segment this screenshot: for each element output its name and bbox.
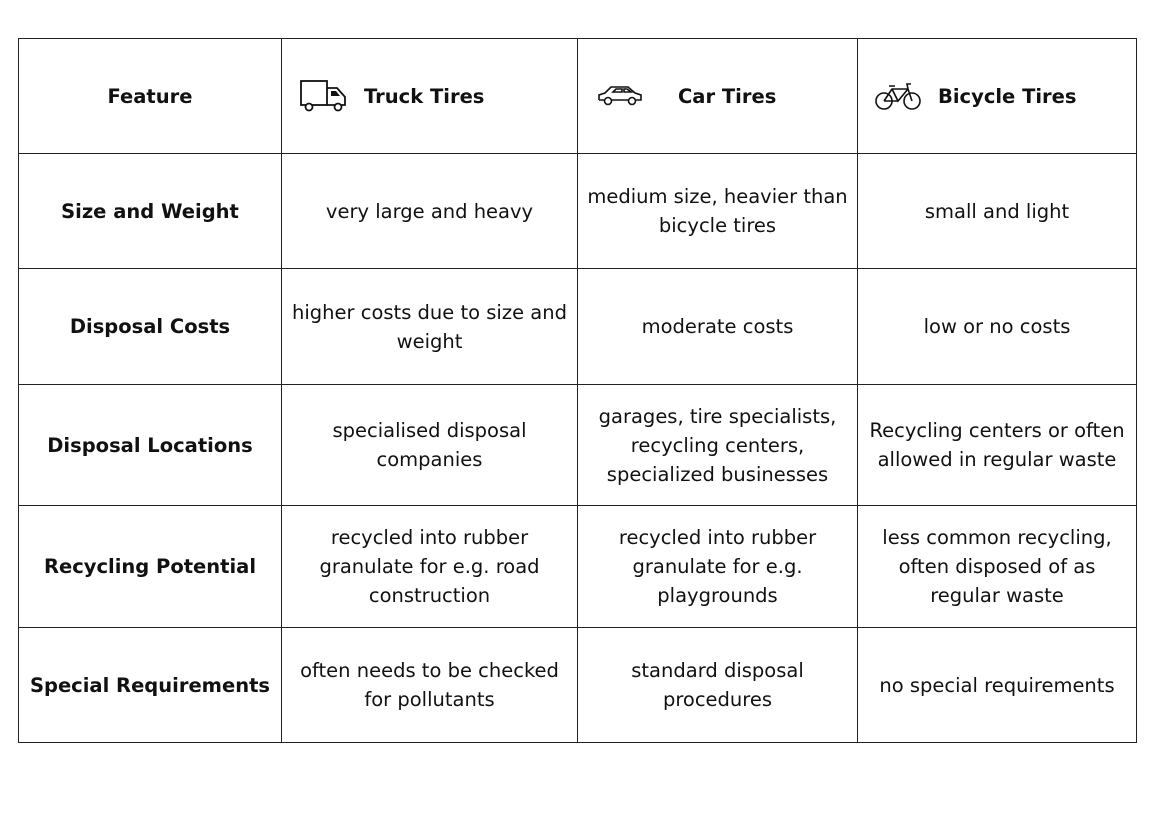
header-row	[19, 39, 1137, 154]
header-car	[578, 39, 858, 154]
cell-truck: higher costs due to size and weight	[282, 269, 578, 385]
cell-bicycle: small and light	[858, 154, 1137, 269]
cell-bicycle: less common recycling, often disposed of as regular waste	[858, 506, 1137, 628]
header-feature: Feature	[19, 39, 282, 154]
car-icon	[596, 85, 644, 107]
cell-bicycle: no special requirements	[858, 628, 1137, 743]
cell-car: moderate costs	[578, 269, 858, 385]
cell-car: standard disposal procedures	[578, 628, 858, 743]
cell-car: medium size, heavier than bicycle tires	[578, 154, 858, 269]
cell-truck: very large and heavy	[282, 154, 578, 269]
header-truck-label: Truck Tires	[364, 84, 485, 108]
table-row	[19, 154, 1137, 269]
header-bicycle-label: Bicycle Tires	[938, 84, 1077, 108]
bicycle-icon	[874, 81, 922, 111]
row-feature: Special Requirements	[19, 628, 282, 743]
cell-truck: often needs to be checked for pollutants	[282, 628, 578, 743]
row-feature: Disposal Locations	[19, 385, 282, 506]
cell-truck: specialised disposal companies	[282, 385, 578, 506]
cell-car: garages, tire specialists, recycling centers, specialized businesses	[578, 385, 858, 506]
table-row	[19, 385, 1137, 506]
header-bicycle	[858, 39, 1137, 154]
cell-truck: recycled into rubber granulate for e.g. road construction	[282, 506, 578, 628]
table-row	[19, 506, 1137, 628]
row-feature: Size and Weight	[19, 154, 282, 269]
truck-icon	[300, 80, 348, 112]
row-feature: Disposal Costs	[19, 269, 282, 385]
table-row	[19, 628, 1137, 743]
cell-bicycle: low or no costs	[858, 269, 1137, 385]
row-feature: Recycling Potential	[19, 506, 282, 628]
header-truck	[282, 39, 578, 154]
table-row	[19, 269, 1137, 385]
tire-comparison-table	[18, 38, 1137, 743]
header-car-label: Car Tires	[678, 84, 777, 108]
cell-car: recycled into rubber granulate for e.g. playgrounds	[578, 506, 858, 628]
cell-bicycle: Recycling centers or often allowed in regular waste	[858, 385, 1137, 506]
